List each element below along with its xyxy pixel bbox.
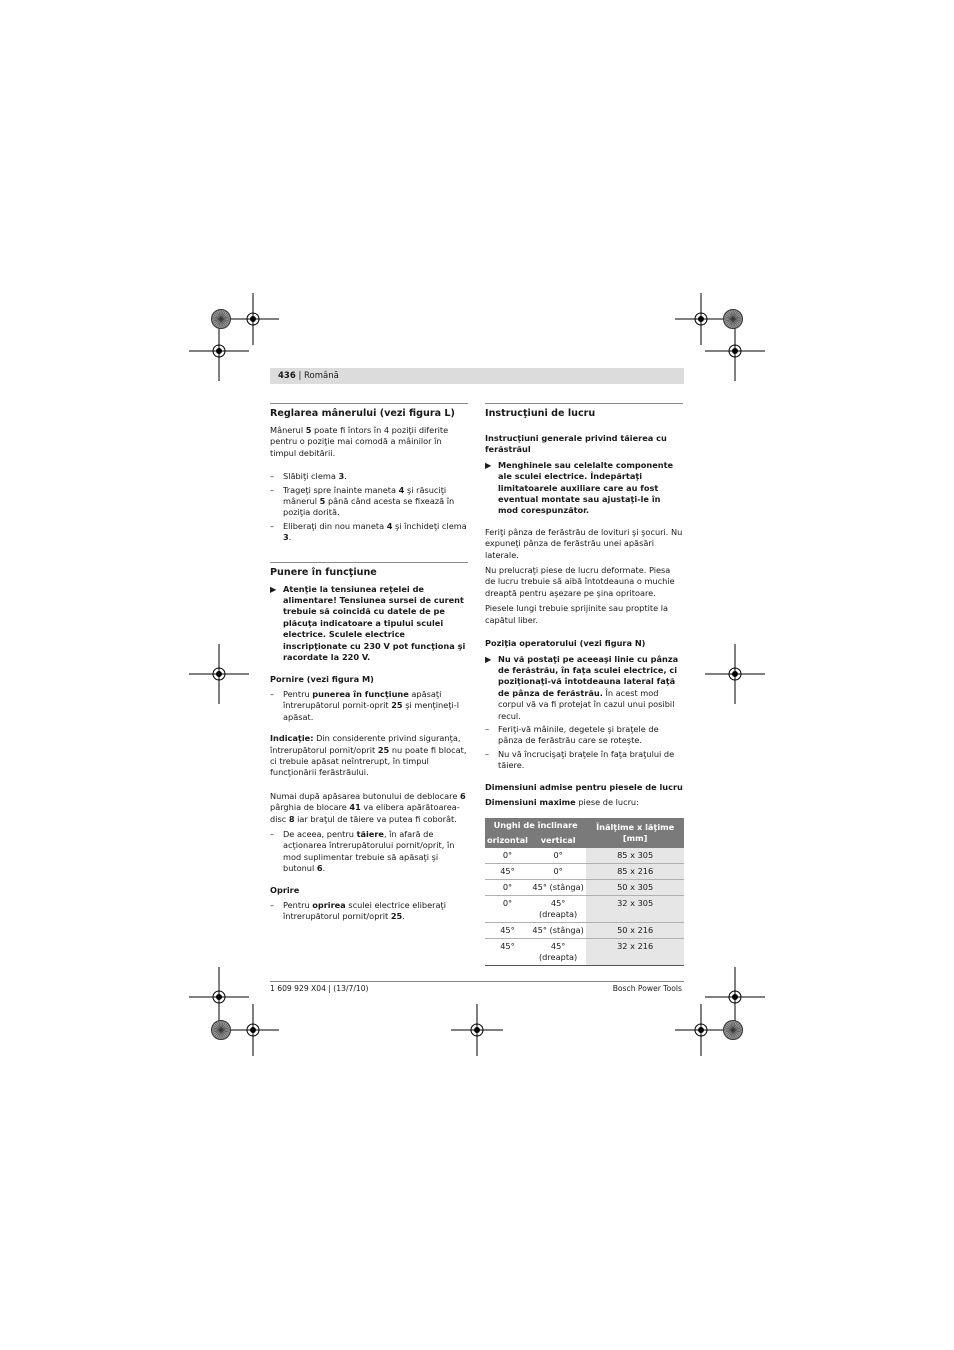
paragraph: Piesele lungi trebuie sprijinite sau proptite la capătul liber.	[485, 603, 669, 625]
table-cell: 85 x 216	[586, 864, 684, 880]
table-row	[485, 880, 684, 896]
registration-mark-part	[475, 1028, 480, 1033]
table-header-dim: Înălţime x lăţime [mm]	[586, 818, 684, 848]
registration-mark-part	[251, 1028, 256, 1033]
table-header-horizontal: orizontal	[485, 833, 530, 848]
table-cell: 0°	[530, 848, 586, 864]
registration-mark-part	[217, 672, 222, 677]
table-cell: 0°	[485, 880, 530, 896]
registration-mark-part	[699, 317, 704, 322]
table-cell: 0°	[485, 896, 530, 923]
document-code: 1 609 929 X04 | (13/7/10)	[270, 984, 369, 993]
subsection-title: Dimensiuni admise pentru piesele de lucru	[485, 781, 683, 792]
table-row	[485, 939, 684, 966]
section-rule	[270, 403, 468, 404]
section-rule	[270, 562, 468, 563]
table-row	[485, 923, 684, 939]
subsection-title: Pornire (vezi figura M)	[270, 673, 374, 684]
list-item: – Slăbiţi clema 3.	[270, 471, 347, 482]
table-row	[485, 848, 684, 864]
registration-mark-part	[217, 995, 222, 1000]
paragraph: Feriţi pânza de ferăstrău de lovituri şi şocuri. Nu expuneţi pânza de ferăstrău unei apăsări laterale.	[485, 526, 683, 560]
registration-mark-part	[699, 1028, 704, 1033]
table-cell: 45°	[485, 923, 530, 939]
dimensions-table	[485, 818, 684, 966]
page-number: 436	[278, 371, 296, 381]
subsection-title: Poziţia operatorului (vezi figura N)	[485, 638, 646, 649]
paragraph: Numai după apăsarea butonului de deblocare 6 pârghia de blocare 41 va elibera apărătoarea-disc 8 iar braţul de tăiere va putea fi coborât.	[270, 790, 466, 824]
registration-mark-part	[251, 317, 256, 322]
paragraph: Dimensiuni maxime piese de lucru:	[485, 796, 639, 807]
registration-mark-part	[217, 349, 222, 354]
table-cell: 45°	[485, 939, 530, 966]
table-cell: 0°	[485, 848, 530, 864]
section-title-work: Instrucţiuni de lucru	[485, 408, 596, 419]
table-cell: 32 x 305	[586, 896, 684, 923]
table-cell: 45° (stânga)	[530, 880, 586, 896]
table-header-vertical: vertical	[530, 833, 586, 848]
triangle-bullet-icon: ▶	[270, 583, 277, 594]
list-item: – Pentru punerea în funcţiune apăsaţi întrerupătorul pornit-oprit 25 şi menţineţi-l apăsat.	[270, 688, 459, 722]
list-item: – Trageţi spre înainte maneta 4 şi răsuciţi mânerul 5 până când acesta se fixează în poziţia dorită.	[270, 484, 455, 518]
table-row	[485, 864, 684, 880]
left-column	[270, 403, 468, 925]
section-title-start: Punere în funcţiune	[270, 566, 377, 578]
table-row	[485, 896, 684, 923]
note-paragraph: Indicaţie: Din considerente privind siguranţa, întrerupătorul pornit/oprit 25 nu poate fi blocat, ci trebuie apăsat neîntrerupt, în timpul funcţionării ferăstrăului.	[270, 733, 467, 778]
table-cell: 0°	[530, 864, 586, 880]
section-rule	[485, 403, 683, 404]
triangle-bullet-icon: ▶	[485, 653, 492, 664]
table-cell: 85 x 305	[586, 848, 684, 864]
list-item: – De aceea, pentru tăiere, în afară de acţionarea întrerupătorului pornit/oprit, în mod suplimentar trebuie să apăsaţi şi butonul 6.	[270, 828, 455, 874]
page-header-bar	[270, 368, 684, 384]
section-title-handle: Reglarea mânerului (vezi figura L)	[270, 408, 455, 419]
list-item: – Nu vă încrucişaţi braţele în faţa braţului de tăiere.	[485, 748, 675, 771]
list-item: – Eliberaţi din nou maneta 4 şi închideţi clema 3.	[270, 520, 467, 543]
table-cell: 32 x 216	[586, 939, 684, 966]
page-footer	[270, 981, 684, 993]
paragraph: Nu prelucraţi piese de lucru deformate. Piesa de lucru trebuie să aibă întotdeauna o muchie dreaptă pentru aşezare pe şina opritoare.	[485, 565, 675, 598]
paragraph: Mânerul 5 poate fi întors în 4 poziţii diferite pentru o poziţie mai comodă a mâinilor în timpul debitării.	[270, 425, 449, 458]
table-cell: 45° (stânga)	[530, 923, 586, 939]
table-cell: 45° (dreapta)	[530, 939, 586, 966]
right-column	[485, 403, 683, 966]
warning-item: ▶ Nu vă postaţi pe aceeaşi linie cu pânza de ferăstrău, în faţa sculei electrice, ci poziţionaţi-vă întotdeauna lateral faţă de pânza de ferăstrău. În acest mod corpul vă va fi protejat în cazul unui posibil recul.	[485, 653, 679, 721]
table-cell: 50 x 305	[586, 880, 684, 896]
subsection-title: Oprire	[270, 884, 300, 895]
table-header-angle: Unghi de înclinare	[485, 818, 586, 833]
registration-mark-part	[733, 349, 738, 354]
subsection-title: Instrucţiuni generale privind tăierea cu ferăstrăul	[485, 433, 667, 455]
brand-name: Bosch Power Tools	[612, 984, 682, 993]
table-cell: 50 x 216	[586, 923, 684, 939]
list-item: – Feriţi-vă mâinile, degetele şi braţele de pânza de ferăstrău care se roteşte.	[485, 723, 659, 746]
warning-item: ▶ Menghinele sau celelalte componente ale sculei electrice. Îndepărtaţi limitatoarele auxiliare care au fost eventual montate sau ajustaţi-le în mod corespunzător.	[485, 459, 674, 516]
list-item: – Pentru oprirea sculei electrice eliberaţi întrerupătorul pornit/oprit 25.	[270, 900, 446, 922]
header-language: | Română	[298, 371, 339, 381]
triangle-bullet-icon: ▶	[485, 459, 492, 470]
registration-mark-part	[733, 672, 738, 677]
table-cell: 45°	[485, 864, 530, 880]
registration-mark-part	[733, 995, 738, 1000]
warning-item: ▶ Atenţie la tensiunea reţelei de alimentare! Tensiunea sursei de curent trebuie să coincidă cu datele de pe plăcuţa indicatoare a tipului sculei electrice. Sculele electrice inscripţionate cu 230 V pot funcţiona şi racordate la 220 V.	[270, 583, 466, 663]
table-cell: 45° (dreapta)	[530, 896, 586, 923]
